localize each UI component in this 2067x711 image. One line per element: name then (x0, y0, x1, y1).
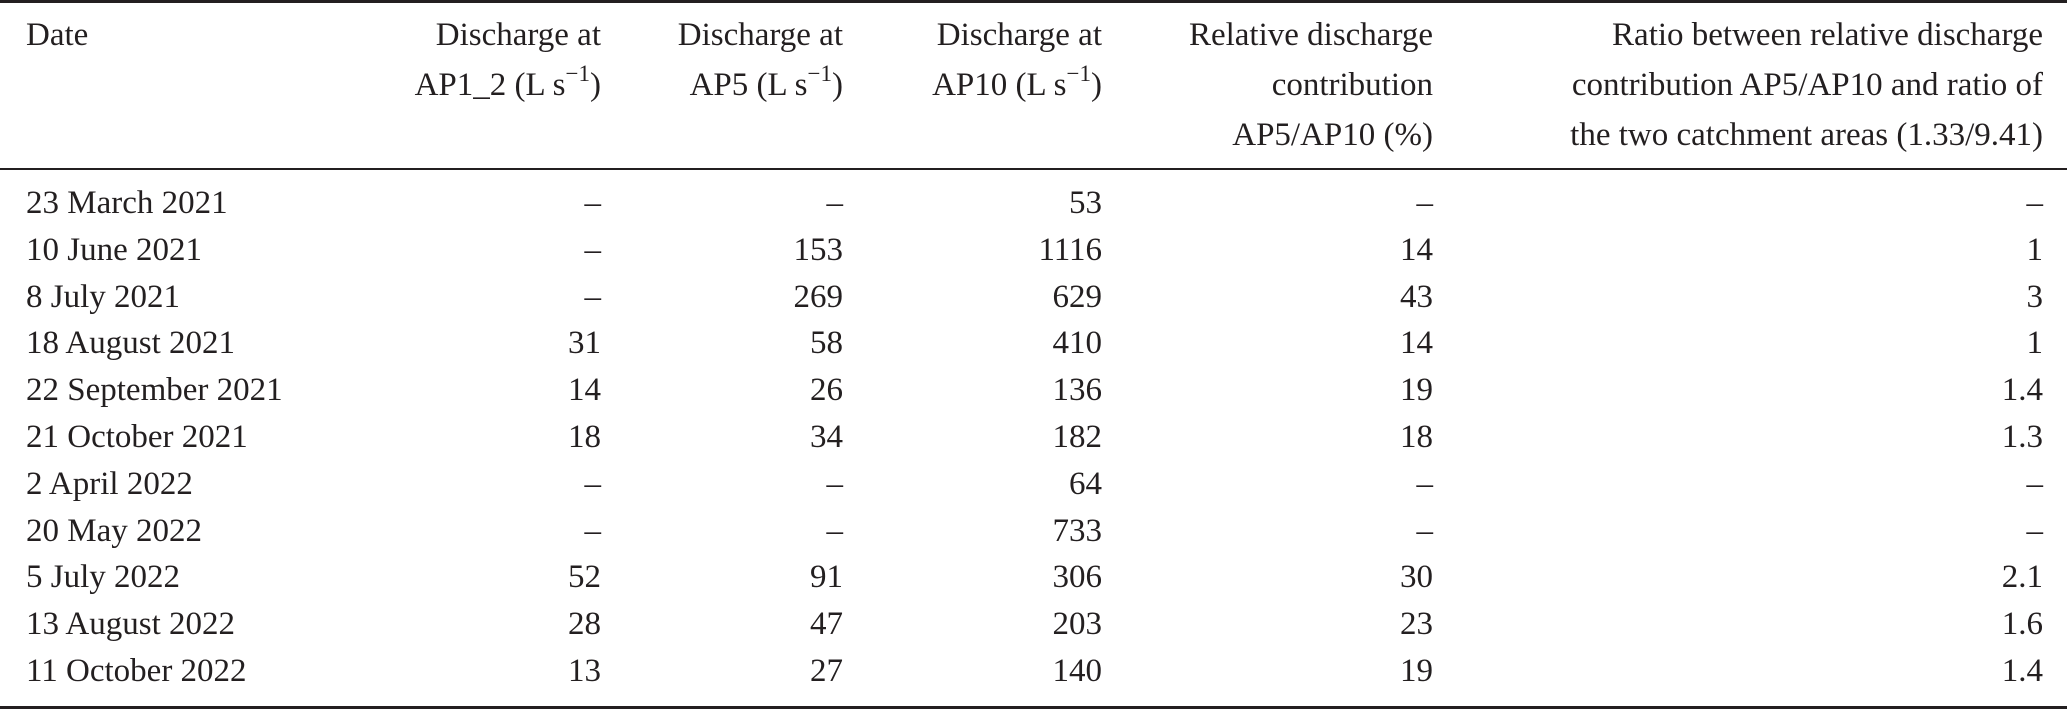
header-ap10-line-2 (932, 60, 1102, 110)
header-ratio-line-2: contribution AP5/AP10 and ratio of (1571, 67, 2043, 103)
ratio-cell: 1 (2026, 231, 2043, 268)
ratio-cell: – (2026, 512, 2043, 549)
header-discharge-ap10 (932, 10, 1102, 110)
header-discharge-ap1-2 (415, 10, 601, 110)
header-date (26, 10, 88, 60)
header-ap10-paren: ) (1091, 67, 1102, 103)
header-relative-line-3: AP5/AP10 (%) (1232, 117, 1433, 153)
ap5-cell: 91 (810, 559, 843, 596)
header-ap5-line-2 (678, 60, 843, 110)
ap1-2-cell: 13 (568, 652, 601, 689)
ap5-cell: 269 (793, 278, 843, 315)
ap10-cell: 733 (1052, 512, 1102, 549)
ap1-2-cell: 52 (568, 559, 601, 596)
ap10-cell: 140 (1052, 652, 1102, 689)
header-ap1-2-line-1: Discharge at (435, 17, 601, 53)
header-ap10-line-1: Discharge at (936, 17, 1102, 53)
date-cell: 23 March 2021 (26, 185, 228, 221)
ratio-cell: 1 (2026, 325, 2043, 362)
date-cell: 18 August 2021 (26, 325, 236, 362)
ap5-cell: – (826, 185, 843, 221)
date-cell: 8 July 2021 (26, 278, 181, 315)
ap10-cell: 182 (1052, 418, 1102, 455)
table-row (0, 508, 2067, 555)
ap10-cell: 306 (1052, 559, 1102, 596)
ap1-2-cell: 18 (568, 418, 601, 455)
ap10-cell: 629 (1052, 278, 1102, 315)
ap5-cell: – (826, 512, 843, 549)
relative-cell: 30 (1400, 559, 1433, 596)
date-cell: 11 October 2022 (26, 652, 247, 689)
header-ap5-unit: AP5 (L s (689, 67, 808, 103)
relative-cell: 19 (1400, 652, 1433, 689)
table-row (0, 554, 2067, 601)
ap1-2-cell: 14 (568, 372, 601, 409)
ap10-cell: 1116 (1038, 231, 1102, 268)
table-row (0, 227, 2067, 274)
relative-cell: 23 (1400, 606, 1433, 643)
table-row (0, 274, 2067, 321)
header-ratio (1570, 10, 2043, 160)
ap5-cell: – (826, 465, 843, 502)
relative-cell: – (1416, 185, 1433, 221)
ap1-2-cell: – (584, 512, 601, 549)
header-ap1-2-paren: ) (590, 67, 601, 103)
date-cell: 22 September 2021 (26, 372, 283, 409)
relative-cell: 14 (1400, 325, 1433, 362)
relative-cell: 18 (1400, 418, 1433, 455)
table-row (0, 461, 2067, 508)
date-cell: 21 October 2021 (26, 418, 248, 455)
ratio-cell: 1.4 (2001, 372, 2043, 409)
ratio-cell: 3 (2026, 278, 2043, 315)
ap5-cell: 34 (810, 418, 843, 455)
ratio-cell: 1.4 (2001, 652, 2043, 689)
ap10-cell: 53 (1069, 185, 1102, 221)
table-row (0, 320, 2067, 367)
header-ap5-paren: ) (832, 67, 843, 103)
ap1-2-cell: – (584, 465, 601, 502)
header-ap5-line-1: Discharge at (677, 17, 843, 53)
ratio-cell: – (2026, 465, 2043, 502)
ap10-cell: 203 (1052, 606, 1102, 643)
header-ap10-exponent: −1 (1066, 61, 1091, 86)
table-header (0, 10, 2067, 160)
ap1-2-cell: – (584, 278, 601, 315)
ap1-2-cell: 28 (568, 606, 601, 643)
table-row (0, 414, 2067, 461)
header-relative-contribution (1189, 10, 1433, 160)
ap5-cell: 58 (810, 325, 843, 362)
header-ap1-2-line-2 (415, 60, 601, 110)
header-discharge-ap5 (678, 10, 843, 110)
ap5-cell: 47 (810, 606, 843, 643)
table-top-rule (0, 0, 2067, 3)
table-row (0, 180, 2067, 227)
ap10-cell: 410 (1052, 325, 1102, 362)
table-body (0, 180, 2067, 695)
date-cell: 2 April 2022 (26, 465, 193, 502)
header-ratio-line-3: the two catchment areas (1.33/9.41) (1570, 117, 2043, 153)
ratio-cell: 2.1 (2001, 559, 2043, 596)
table-row (0, 648, 2067, 695)
table-row (0, 601, 2067, 648)
date-cell: 13 August 2022 (26, 606, 236, 643)
ap1-2-cell: – (584, 231, 601, 268)
header-relative-line-2: contribution (1271, 67, 1433, 103)
relative-cell: 19 (1400, 372, 1433, 409)
ratio-cell: 1.3 (2001, 418, 2043, 455)
ap1-2-cell: – (584, 185, 601, 221)
relative-cell: 14 (1400, 231, 1433, 268)
ap10-cell: 136 (1052, 372, 1102, 409)
relative-cell: – (1416, 465, 1433, 502)
date-cell: 20 May 2022 (26, 512, 202, 549)
header-ap10-unit: AP10 (L s (932, 67, 1067, 103)
table-bottom-rule (0, 706, 2067, 709)
relative-cell: – (1416, 512, 1433, 549)
ap1-2-cell: 31 (568, 325, 601, 362)
header-ap1-2-exponent: −1 (565, 61, 590, 86)
header-relative-line-1: Relative discharge (1188, 17, 1433, 53)
date-cell: 5 July 2022 (26, 559, 181, 596)
ap5-cell: 153 (793, 231, 843, 268)
header-date-line: Date (26, 17, 89, 53)
ap5-cell: 27 (810, 652, 843, 689)
ap5-cell: 26 (810, 372, 843, 409)
ratio-cell: – (2026, 185, 2043, 221)
ap10-cell: 64 (1069, 465, 1102, 502)
table-row (0, 367, 2067, 414)
date-cell: 10 June 2021 (26, 231, 202, 268)
header-ratio-line-1: Ratio between relative discharge (1612, 17, 2043, 53)
ratio-cell: 1.6 (2001, 606, 2043, 643)
table-header-rule (0, 168, 2067, 170)
header-ap5-exponent: −1 (807, 61, 832, 86)
relative-cell: 43 (1400, 278, 1433, 315)
header-ap1-2-unit: AP1_2 (L s (414, 67, 566, 103)
